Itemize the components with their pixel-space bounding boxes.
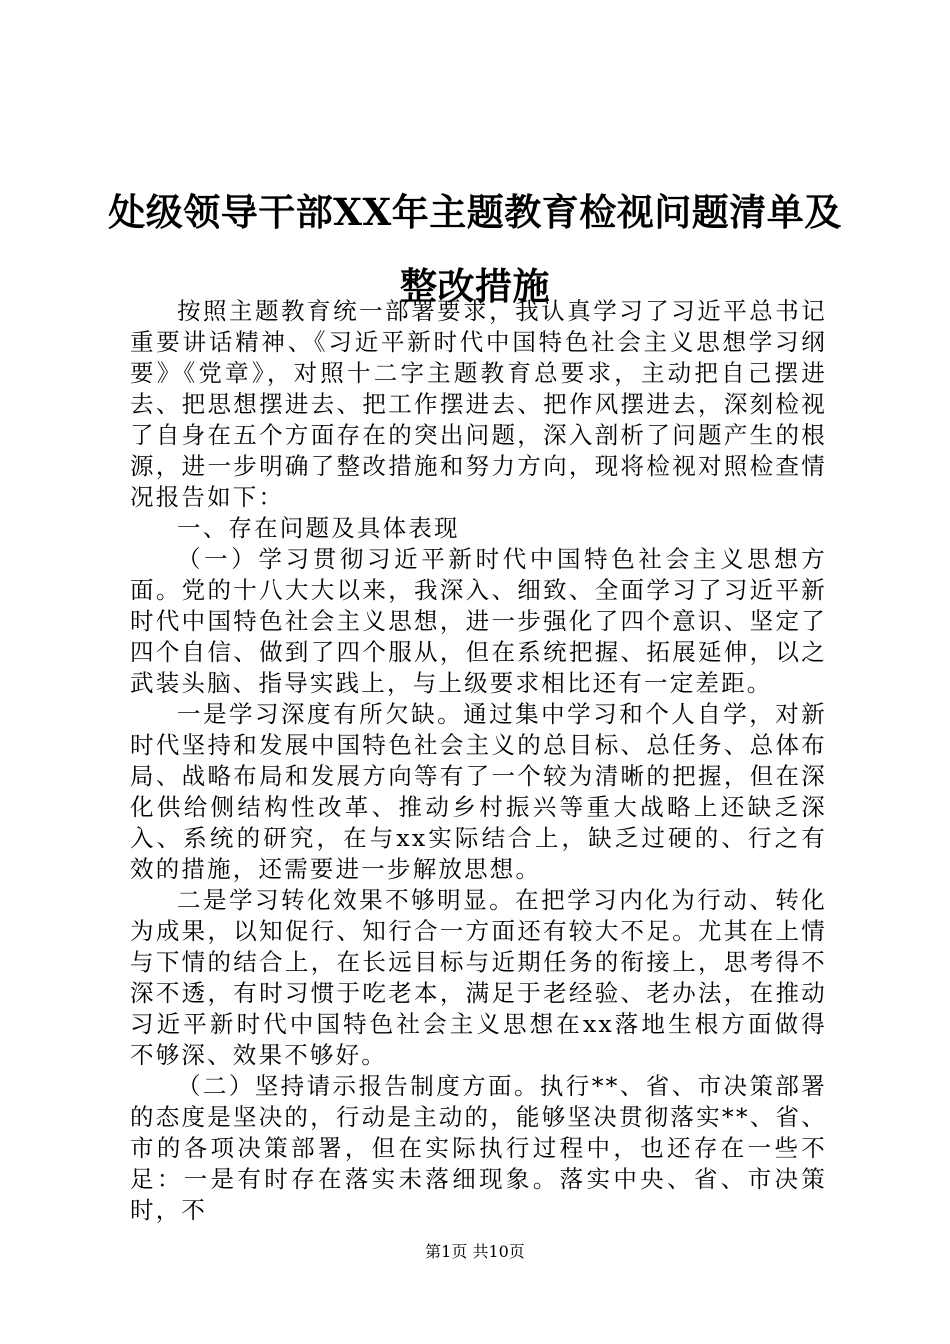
paragraph-intro: 按照主题教育统一部署要求，我认真学习了习近平总书记重要讲话精神、《习近平新时代中国特色社会主义思想学习纲要》《党章》，对照十二字主题教育总要求，主动把自己摆进去、把思想摆进去、把工作摆进去、把作风摆进去，深刻检视了自身在五个方面存在的突出问题，深入剖析了问题产生的根源，进一步明确了整改措施和努力方向，现将检视对照检查情况报告如下： — [130, 297, 827, 511]
section-heading-problems: 一、存在问题及具体表现 — [177, 514, 460, 542]
document-title: 处级领导干部XX年主题教育检视问题清单及整改措施 — [108, 189, 842, 308]
paragraph-point-1: 一是学习深度有所欠缺。通过集中学习和个人自学，对新时代坚持和发展中国特色社会主义的总目标、总任务、总体布局、战略布局和发展方向等有了一个较为清晰的把握，但在深化供给侧结构性改革、推动乡村振兴等重大战略上还缺乏深入、系统的研究，在与xx实际结合上，缺乏过硬的、行之有效的措施，还需要进一步解放思想。 — [130, 700, 827, 883]
page-number-footer: 第1页 共10页 — [425, 1242, 525, 1261]
paragraph-section-2: （二）坚持请示报告制度方面。执行**、省、市决策部署的态度是坚决的，行动是主动的，能够坚决贯彻落实**、省、市的各项决策部署，但在实际执行过程中，也还存在一些不足：一是有时存在落实未落细现象。落实中央、省、市决策时，不 — [130, 1072, 827, 1224]
document-body — [130, 296, 827, 1226]
paragraph-point-2: 二是学习转化效果不够明显。在把学习内化为行动、转化为成果，以知促行、知行合一方面还有较大不足。尤其在上情与下情的结合上，在长远目标与近期任务的衔接上，思考得不深不透，有时习惯于吃老本，满足于老经验、老办法，在推动习近平新时代中国特色社会主义思想在xx落地生根方面做得不够深、效果不够好。 — [130, 886, 827, 1069]
paragraph-section-1: （一）学习贯彻习近平新时代中国特色社会主义思想方面。党的十八大大以来，我深入、细致、全面学习了习近平新时代中国特色社会主义思想，进一步强化了四个意识、坚定了四个自信、做到了四个服从，但在系统把握、拓展延伸，以之武装头脑、指导实践上，与上级要求相比还有一定差距。 — [130, 545, 827, 697]
